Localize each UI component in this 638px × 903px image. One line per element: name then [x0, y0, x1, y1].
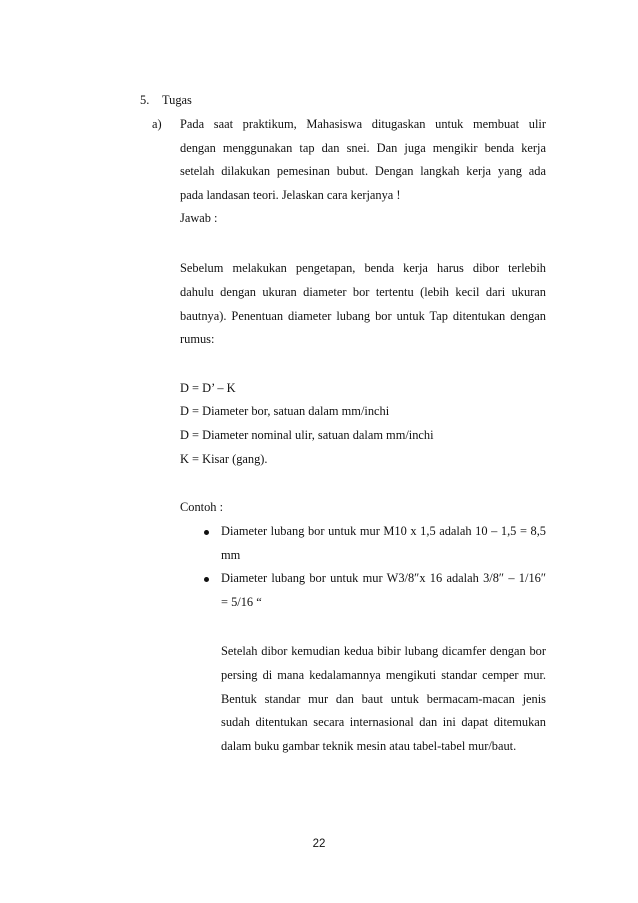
section-title: Tugas: [162, 93, 192, 107]
example-label: Contoh :: [180, 500, 224, 514]
section-number: 5.: [140, 93, 150, 107]
answer-line: rumus:: [180, 332, 215, 346]
answer-label: Jawab :: [180, 211, 218, 225]
answer-line: dahulu dengan ukuran diameter bor tertentu (lebih kecil dari ukuran: [180, 285, 546, 299]
closing-line: Setelah dibor kemudian kedua bibir lubang dicamfer dengan bor: [221, 644, 546, 658]
list-item-line: Diameter lubang bor untuk mur W3/8″x 16 adalah 3/8″ – 1/16″: [221, 571, 546, 585]
formula-line: K = Kisar (gang).: [180, 452, 268, 466]
question-line: Pada saat praktikum, Mahasiswa ditugaskan untuk membuat ulir: [180, 117, 546, 131]
formula-line: D = D’ – K: [180, 381, 236, 395]
list-item-line: Diameter lubang bor untuk mur M10 x 1,5 adalah 10 – 1,5 = 8,5: [221, 524, 546, 538]
closing-line: sudah ditentukan secara internasional dan ini dapat ditemukan: [221, 715, 546, 729]
answer-line: bautnya). Penentuan diameter lubang bor untuk Tap ditentukan dengan: [180, 309, 546, 323]
bullet-icon: [204, 530, 209, 535]
question-line: pada landasan teori. Jelaskan cara kerjanya !: [180, 188, 401, 202]
formula-line: D = Diameter bor, satuan dalam mm/inchi: [180, 404, 390, 418]
closing-line: persing di mana kedalamannya mengikuti standar cemper mur.: [221, 668, 546, 682]
list-item-line: mm: [221, 548, 241, 562]
closing-line: dalam buku gambar teknik mesin atau tabel-tabel mur/baut.: [221, 739, 517, 753]
item-marker: a): [152, 117, 162, 131]
question-line: setelah dilakukan pemesinan bubut. Dengan langkah kerja yang ada: [180, 164, 546, 178]
list-item-line: = 5/16 “: [221, 595, 262, 609]
bullet-icon: [204, 577, 209, 582]
formula-line: D = Diameter nominal ulir, satuan dalam mm/inchi: [180, 428, 434, 442]
page-number: 22: [312, 838, 326, 850]
closing-line: Bentuk standar mur dan baut untuk bermacam-macan jenis: [221, 692, 546, 706]
answer-line: Sebelum melakukan pengetapan, benda kerja harus dibor terlebih: [180, 261, 546, 275]
question-line: dengan menggunakan tap dan snei. Dan juga mengikir benda kerja: [180, 141, 546, 155]
